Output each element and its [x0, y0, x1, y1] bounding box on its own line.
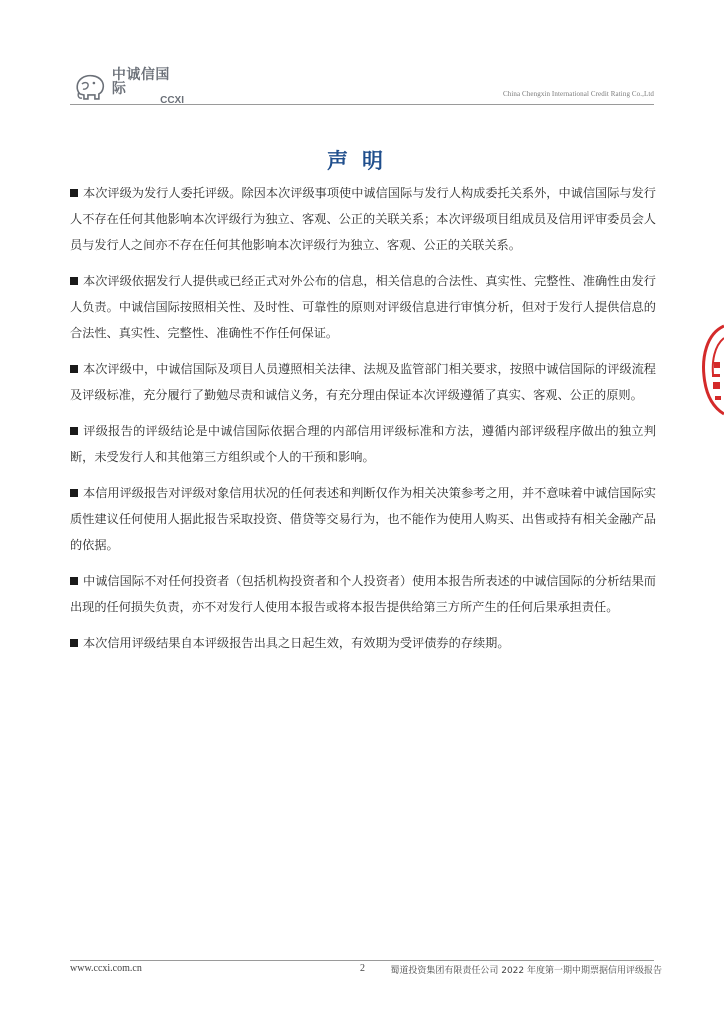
declaration-paragraph — [70, 268, 656, 346]
logo-english-name: CCXI — [160, 95, 184, 106]
square-bullet-icon — [70, 277, 78, 285]
ccxi-logo — [74, 67, 184, 106]
declaration-paragraph — [70, 356, 656, 408]
page-header — [0, 0, 724, 110]
footer-divider — [70, 960, 654, 961]
header-divider — [70, 104, 654, 105]
declaration-paragraph — [70, 630, 656, 656]
paragraph-text: 本次信用评级结果自本评级报告出具之日起生效，有效期为受评债券的存续期。 — [83, 636, 510, 650]
logo-chinese-name: 中诚信国际 — [111, 67, 170, 97]
declaration-body — [70, 180, 656, 666]
paragraph-text: 评级报告的评级结论是中诚信国际依据合理的内部信用评级标准和方法，遵循内部评级程序做出的独立判断，未受发行人和其他第三方组织或个人的干预和影响。 — [70, 424, 656, 464]
paragraph-text: 本次评级依据发行人提供或已经正式对外公布的信息，相关信息的合法性、真实性、完整性、准确性由发行人负责。中诚信国际按照相关性、及时性、可靠性的原则对评级信息进行审慎分析，但对于发行人提供信息的合法性、真实性、完整性、准确性不作任何保证。 — [70, 274, 656, 340]
square-bullet-icon — [70, 489, 78, 497]
page-footer — [70, 963, 662, 979]
company-english-name: China Chengxin International Credit Rating Co.,Ltd — [502, 90, 654, 98]
report-title: 蜀道投资集团有限责任公司 2022 年度第一期中期票据信用评级报告 — [390, 966, 662, 976]
red-seal-stamp-icon — [700, 318, 724, 418]
paragraph-text: 本次评级中，中诚信国际及项目人员遵照相关法律、法规及监管部门相关要求，按照中诚信国际的评级流程及评级标准，充分履行了勤勉尽责和诚信义务，有充分理由保证本次评级遵循了真实、客观、公正的原则。 — [70, 362, 656, 402]
square-bullet-icon — [70, 189, 78, 197]
declaration-paragraph — [70, 418, 656, 470]
square-bullet-icon — [70, 365, 78, 373]
paragraph-text: 本次评级为发行人委托评级。除因本次评级事项使中诚信国际与发行人构成委托关系外，中诚信国际与发行人不存在任何其他影响本次评级行为独立、客观、公正的关联关系；本次评级项目组成员及信用评审委员会人员与发行人之间亦不存在任何其他影响本次评级行为独立、客观、公正的关联关系。 — [70, 186, 656, 252]
square-bullet-icon — [70, 639, 78, 647]
declaration-paragraph — [70, 180, 656, 258]
paragraph-text: 本信用评级报告对评级对象信用状况的任何表述和判断仅作为相关决策参考之用，并不意味着中诚信国际实质性建议任何使用人据此报告采取投资、借贷等交易行为，也不能作为使用人购买、出售或持有相关金融产品的依据。 — [70, 486, 656, 552]
website-url: www.ccxi.com.cn — [70, 963, 142, 974]
square-bullet-icon — [70, 427, 78, 435]
page-number: 2 — [360, 963, 365, 974]
square-bullet-icon — [70, 577, 78, 585]
page-title: 声明 — [327, 149, 397, 173]
paragraph-text: 中诚信国际不对任何投资者（包括机构投资者和个人投资者）使用本报告所表述的中诚信国际的分析结果而出现的任何损失负责，亦不对发行人使用本报告或将本报告提供给第三方所产生的任何后果承担责任。 — [70, 574, 656, 614]
declaration-paragraph — [70, 568, 656, 620]
elephant-logo-icon — [74, 72, 108, 102]
declaration-paragraph — [70, 480, 656, 558]
